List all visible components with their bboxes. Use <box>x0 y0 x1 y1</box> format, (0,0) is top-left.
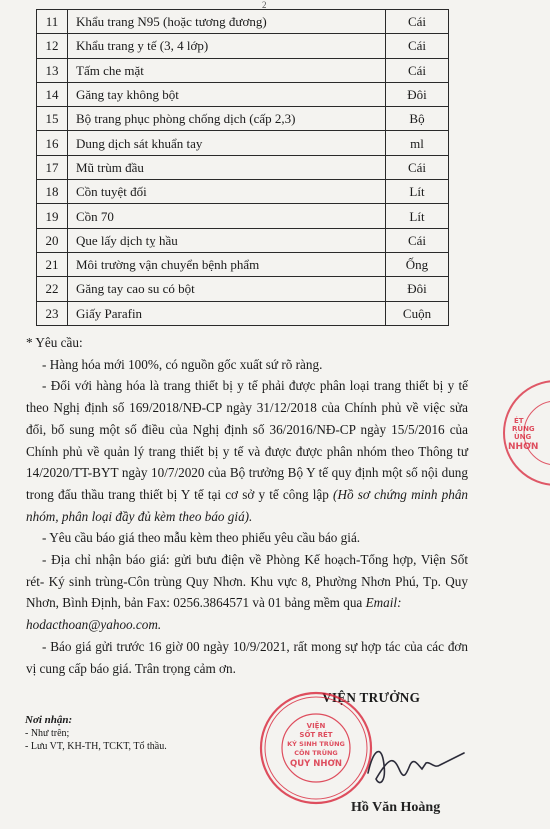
item-name: Que lấy dịch tỵ hầu <box>68 228 386 252</box>
stamp-line: VIỆN <box>306 722 326 730</box>
item-name: Cồn 70 <box>68 204 386 228</box>
item-unit: Ống <box>386 252 449 276</box>
item-number: 11 <box>37 10 68 34</box>
classification-note: (Hồ sơ chứng minh phân nhóm, phân loại đầy đủ kèm theo báo giá). <box>26 486 469 524</box>
svg-text:RÙNG: RÙNG <box>512 425 535 433</box>
institute-stamp <box>258 690 374 806</box>
item-unit: Cái <box>386 58 449 82</box>
item-number: 22 <box>37 277 68 301</box>
side-stamp <box>494 378 550 488</box>
requirements-section <box>26 332 468 679</box>
requirement-new-goods: - Hàng hóa mới 100%, có nguồn gốc xuất sứ rõ ràng. <box>42 356 323 372</box>
recipients-label: Nơi nhận: <box>25 714 73 726</box>
svg-text:NHƠN: NHƠN <box>508 442 539 452</box>
item-name: Tấm che mặt <box>68 58 386 82</box>
table-row <box>37 131 449 155</box>
table-row <box>37 82 449 106</box>
table-row <box>37 107 449 131</box>
stamp-line: KÝ SINH TRÙNG <box>287 740 345 748</box>
table-row <box>37 252 449 276</box>
table-row <box>37 204 449 228</box>
item-unit: Lít <box>386 204 449 228</box>
item-number: 18 <box>37 180 68 204</box>
requirement-address <box>26 549 468 636</box>
item-number: 12 <box>37 34 68 58</box>
item-unit: Bộ <box>386 107 449 131</box>
table-row <box>37 180 449 204</box>
email-label: Email: <box>365 595 402 611</box>
table-row <box>37 155 449 179</box>
item-number: 23 <box>37 301 68 325</box>
item-name: Khẩu trang y tế (3, 4 lớp) <box>68 34 386 58</box>
item-number: 16 <box>37 131 68 155</box>
item-name: Bộ trang phục phòng chống dịch (cấp 2,3) <box>68 107 386 131</box>
requirement-classification <box>26 375 468 527</box>
item-name: Môi trường vận chuyển bệnh phẩm <box>68 252 386 276</box>
recipient-line: - Như trên; <box>25 728 70 739</box>
item-name: Mũ trùm đầu <box>68 155 386 179</box>
classification-text: - Đối với hàng hóa là trang thiết bị y tế phải được phân loại trang thiết bị y tế theo Nghị định số 169/2018/NĐ-CP ngày 31/12/2018 của Chính phủ về việc sửa đổi, bổ sung một số điều của Nghị định số 36/2016/NĐ-CP ngày 15/5/2016 của Chính phủ về quản lý trang thiết bị y tế và được được phân nhóm theo Thông tư 14/2020/TT-BYT ngày 10/7/2020 của Bộ trưởng Bộ Y tế quy định một số nội dung trong đấu thầu trang thiết bị Y tế tại cơ sở y tế công lập <box>26 378 468 502</box>
stamp-line: QUY NHƠN <box>289 759 343 769</box>
recipients-block <box>25 714 167 753</box>
item-name: Dung dịch sát khuẩn tay <box>68 131 386 155</box>
item-unit: Cái <box>386 34 449 58</box>
director-title: VIỆN TRƯỞNG <box>322 690 421 705</box>
item-unit: ml <box>386 131 449 155</box>
table-row <box>37 34 449 58</box>
page-number: 2 <box>262 0 267 10</box>
item-name: Găng tay không bột <box>68 82 386 106</box>
item-unit: Đôi <box>386 82 449 106</box>
address-text: - Địa chỉ nhận báo giá: gửi bưu điện về Phòng Kế hoạch-Tổng hợp, Viện Sốt rét- Ký sinh trùng-Côn trùng Quy Nhơn. Khu vực 8, Phường Nhơn Phú, Tp. Quy Nhơn, Bình Định, bản Fax: 0256.3864571 và 01 bảng mềm qua <box>26 552 468 611</box>
item-number: 21 <box>37 252 68 276</box>
item-unit: Cuộn <box>386 301 449 325</box>
item-unit: Cái <box>386 228 449 252</box>
items-table <box>36 9 449 326</box>
item-unit: Lít <box>386 180 449 204</box>
table-row <box>37 228 449 252</box>
item-number: 19 <box>37 204 68 228</box>
requirement-deadline: - Báo giá gửi trước 16 giờ 00 ngày 10/9/2021, rất mong sự hợp tác của các đơn vị cung cấp báo giá. Trân trọng cảm ơn. <box>26 638 468 676</box>
table-row <box>37 277 449 301</box>
stamp-line: CÔN TRÙNG <box>294 749 338 757</box>
signature <box>360 735 470 795</box>
item-number: 20 <box>37 228 68 252</box>
email-address: hodacthoan@yahoo.com. <box>26 617 162 633</box>
requirement-quote-form: - Yêu cầu báo giá theo mẫu kèm theo phiếu yêu cầu báo giá. <box>42 530 361 546</box>
item-name: Găng tay cao su có bột <box>68 277 386 301</box>
item-name: Khẩu trang N95 (hoặc tương đương) <box>68 10 386 34</box>
recipient-line: - Lưu VT, KH-TH, TCKT, Tổ thầu. <box>25 741 167 752</box>
svg-text:ÉT: ÉT <box>514 417 524 425</box>
table-row <box>37 10 449 34</box>
item-name: Cồn tuyệt đối <box>68 180 386 204</box>
item-unit: Cái <box>386 10 449 34</box>
item-number: 15 <box>37 107 68 131</box>
svg-text:ÙNG: ÙNG <box>514 433 532 441</box>
signer-name: Hồ Văn Hoàng <box>351 800 441 815</box>
stamp-line: SỐT RÉT <box>299 731 333 739</box>
item-number: 13 <box>37 58 68 82</box>
item-number: 14 <box>37 82 68 106</box>
item-unit: Cái <box>386 155 449 179</box>
table-row <box>37 301 449 325</box>
table-row <box>37 58 449 82</box>
item-name: Giấy Parafin <box>68 301 386 325</box>
requirements-heading: * Yêu cầu: <box>26 335 83 350</box>
item-number: 17 <box>37 155 68 179</box>
item-unit: Đôi <box>386 277 449 301</box>
